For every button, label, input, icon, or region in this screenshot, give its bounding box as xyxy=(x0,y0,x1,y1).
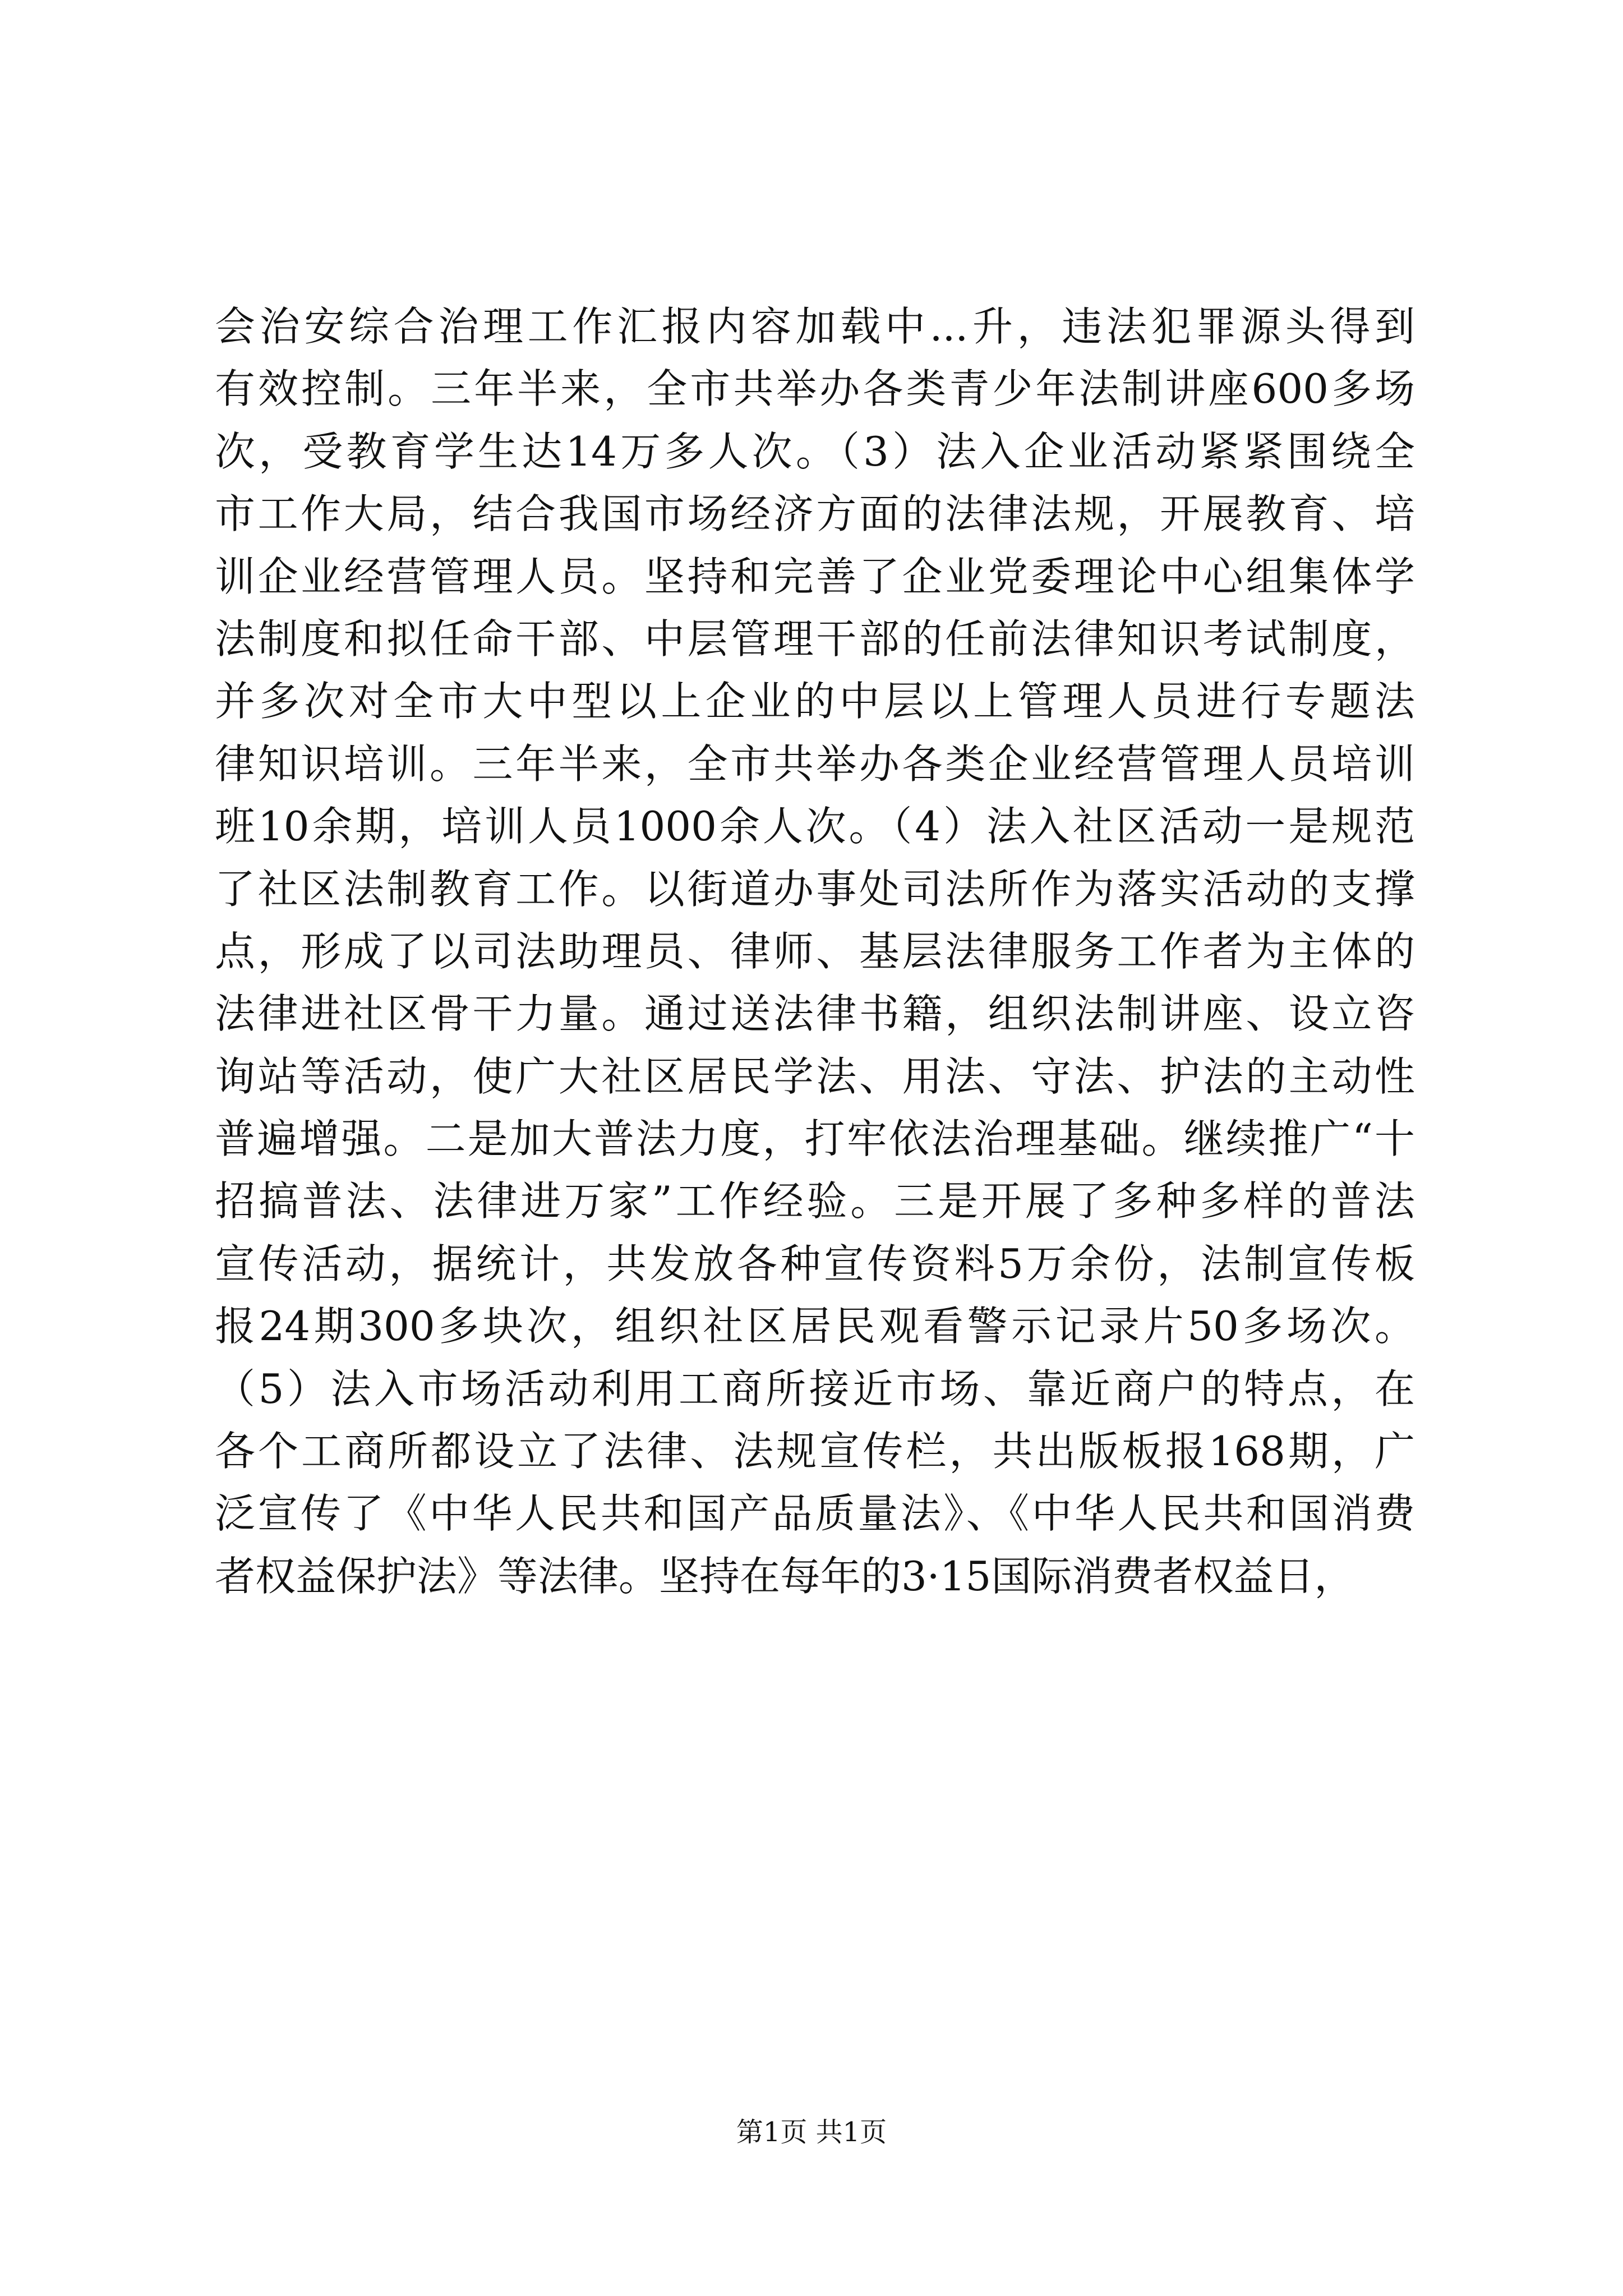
text-line: 并多次对全市大中型以上企业的中层以上管理人员进行专题法 xyxy=(215,678,1415,725)
text-line: 宣传活动，据统计，共发放各种宣传资料5万余份，法制宣传板 xyxy=(215,1240,1415,1287)
text-line: 法制度和拟任命干部、中层管理干部的任前法律知识考试制度， xyxy=(215,615,1415,662)
text-line: 有效控制。三年半来，全市共举办各类青少年法制讲座600多场 xyxy=(215,365,1415,413)
text-line: 训企业经营管理人员。坚持和完善了企业党委理论中心组集体学 xyxy=(215,553,1415,600)
text-line: （5）法入市场活动利用工商所接近市场、靠近商户的特点，在 xyxy=(215,1365,1415,1412)
text-line: 询站等活动，使广大社区居民学法、用法、守法、护法的主动性 xyxy=(215,1052,1415,1100)
text-line: 班10余期，培训人员1000余人次。（4）法入社区活动一是规范 xyxy=(215,803,1415,850)
text-line: 各个工商所都设立了法律、法规宣传栏，共出版板报168期，广 xyxy=(215,1428,1415,1475)
page-number-label: 第1页 共1页 xyxy=(736,2116,887,2148)
page-footer xyxy=(0,2110,1623,2149)
text-line: 市工作大局，结合我国市场经济方面的法律法规，开展教育、培 xyxy=(215,490,1415,538)
text-line: 法律进社区骨干力量。通过送法律书籍，组织法制讲座、设立咨 xyxy=(215,990,1415,1038)
document-body xyxy=(215,296,1415,1608)
text-line: 报24期300多块次，组织社区居民观看警示记录片50多场次。 xyxy=(215,1303,1415,1350)
text-line: 了社区法制教育工作。以街道办事处司法所作为落实活动的支撑 xyxy=(215,865,1415,913)
text-line: 普遍增强。二是加大普法力度，打牢依法治理基础。继续推广“十 xyxy=(215,1115,1415,1163)
text-line: 者权益保护法》等法律。坚持在每年的3·15国际消费者权益日， xyxy=(215,1552,1355,1600)
text-line: 会治安综合治理工作汇报内容加载中...升，违法犯罪源头得到 xyxy=(215,303,1415,350)
text-line: 次，受教育学生达14万多人次。（3）法入企业活动紧紧围绕全 xyxy=(215,427,1415,475)
text-line: 律知识培训。三年半来，全市共举办各类企业经营管理人员培训 xyxy=(215,740,1415,788)
text-line: 泛宣传了《中华人民共和国产品质量法》、《中华人民共和国消费 xyxy=(215,1490,1415,1538)
text-line: 点，形成了以司法助理员、律师、基层法律服务工作者为主体的 xyxy=(215,927,1415,975)
text-line: 招搞普法、法律进万家”工作经验。三是开展了多种多样的普法 xyxy=(215,1177,1415,1225)
